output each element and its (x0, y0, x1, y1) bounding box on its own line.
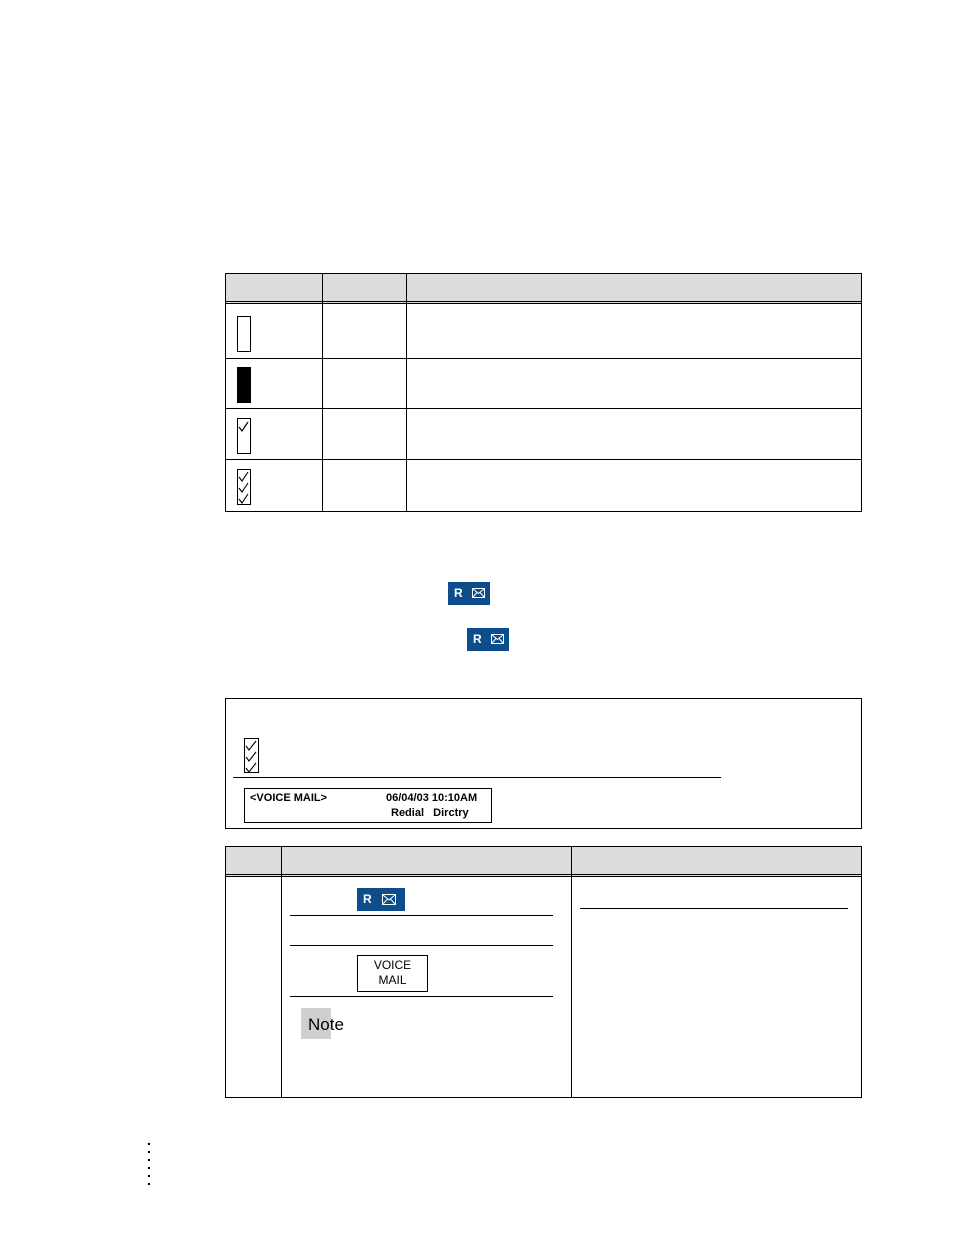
column-divider (322, 274, 323, 511)
voice-mail-key (357, 955, 428, 992)
lcd-title: <VOICE MAIL> (250, 792, 328, 804)
filled-bar-icon (237, 367, 251, 403)
row-divider (226, 358, 861, 359)
divider (580, 908, 848, 909)
voice-mail-key-line1: VOICE (373, 958, 412, 972)
message-key-label: R (473, 632, 482, 646)
steps-table (225, 846, 862, 1098)
column-divider (281, 847, 282, 1097)
divider (290, 945, 553, 946)
multi-check-bar-icon (244, 738, 259, 773)
lcd-softkeys: Redial Dirctry (391, 807, 469, 819)
single-check-bar-icon (237, 418, 251, 454)
divider (233, 777, 721, 778)
example-box (225, 698, 862, 829)
note-label: Note (308, 1015, 344, 1034)
message-key-label: R (363, 892, 372, 906)
table-header-row (226, 847, 861, 877)
lcd-datetime: 06/04/03 10:10AM (386, 792, 478, 804)
divider (290, 915, 553, 916)
column-divider (406, 274, 407, 511)
message-key-icon (448, 582, 490, 605)
message-key-label: R (454, 586, 463, 600)
icon-legend-table (225, 273, 862, 512)
envelope-icon (491, 634, 504, 644)
envelope-icon (472, 588, 485, 598)
voice-mail-key-line2: MAIL (378, 973, 407, 987)
message-key-icon (467, 628, 509, 651)
row-divider (226, 408, 861, 409)
empty-bar-icon (237, 316, 251, 352)
envelope-icon (382, 894, 396, 905)
divider (290, 996, 553, 997)
lcd-display (244, 788, 492, 823)
row-divider (226, 459, 861, 460)
multi-check-bar-icon (237, 469, 251, 505)
message-key-icon (357, 888, 405, 911)
column-divider (571, 847, 572, 1097)
margin-dots (146, 1141, 152, 1187)
